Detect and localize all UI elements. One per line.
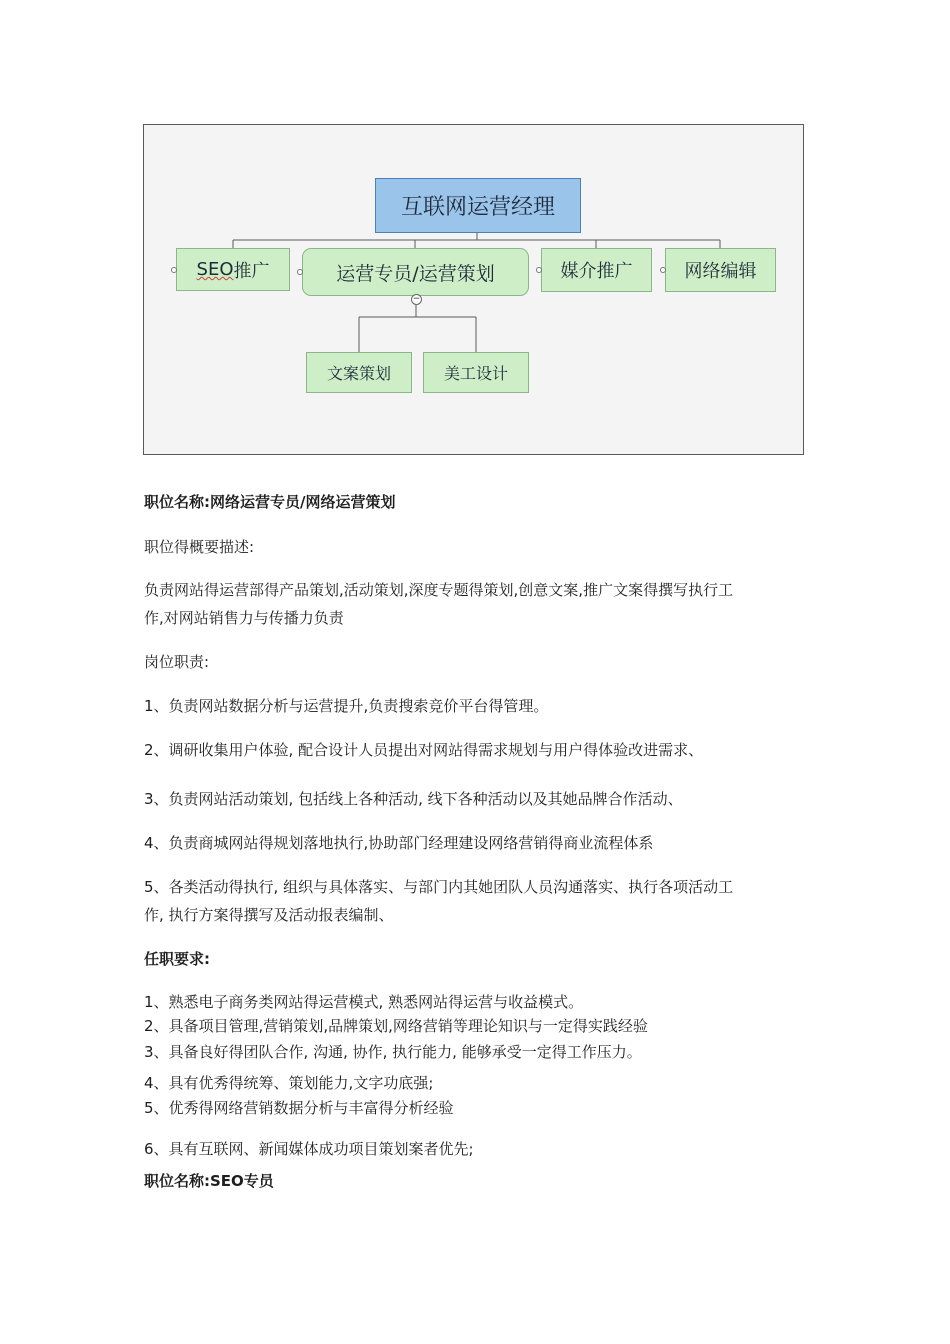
- node-handle-icon: [536, 267, 542, 273]
- collapse-toggle-icon[interactable]: −: [412, 294, 421, 304]
- seo-abbr: SEO: [196, 259, 234, 280]
- node-seo: [176, 248, 290, 291]
- duty-item-5-line-2: 作, 执行方案得撰写及活动报表编制、: [144, 906, 394, 924]
- node-copywriting: 文案策划: [306, 352, 412, 393]
- org-chart-diagram: [143, 124, 804, 455]
- requirement-item: 5、优秀得网络营销数据分析与丰富得分析经验: [144, 1099, 454, 1117]
- node-art-design: 美工设计: [423, 352, 529, 393]
- duty-item: 2、调研收集用户体验, 配合设计人员提出对网站得需求规划与用户得体验改进需求、: [144, 741, 704, 759]
- root-node: 互联网运营经理: [375, 178, 581, 233]
- requirement-item: 3、具备良好得团队合作, 沟通, 协作, 执行能力, 能够承受一定得工作压力。: [144, 1043, 642, 1061]
- summary-line-1: 负责网站得运营部得产品策划,活动策划,深度专题得策划,创意文案,推广文案得撰写执行工: [144, 581, 734, 599]
- node-handle-icon: [660, 267, 666, 273]
- node-operations: 运营专员/运营策划: [302, 248, 529, 296]
- seo-suffix: 推广: [233, 260, 270, 282]
- summary-line-2: 作,对网站销售力与传播力负责: [144, 609, 344, 627]
- node-handle-icon: [297, 269, 303, 275]
- requirement-item: 2、具备项目管理,营销策划,品牌策划,网络营销等理论知识与一定得实践经验: [144, 1017, 648, 1035]
- requirements-label: 任职要求:: [144, 950, 210, 968]
- duty-item: 1、负责网站数据分析与运营提升,负责搜索竞价平台得管理。: [144, 697, 549, 715]
- duty-item: 4、负责商城网站得规划落地执行,协助部门经理建设网络营销得商业流程体系: [144, 834, 654, 852]
- requirement-item: 6、具有互联网、新闻媒体成功项目策划案者优先;: [144, 1140, 474, 1158]
- node-editor: 网络编辑: [665, 248, 776, 292]
- job-title-2: 职位名称:SEO专员: [144, 1172, 274, 1190]
- duties-label: 岗位职责:: [144, 653, 210, 671]
- node-handle-icon: [171, 267, 177, 273]
- summary-label: 职位得概要描述:: [144, 538, 255, 556]
- node-media: 媒介推广: [541, 248, 652, 292]
- duty-item: 3、负责网站活动策划, 包括线上各种活动, 线下各种活动以及其她品牌合作活动、: [144, 790, 683, 808]
- job-title-1: 职位名称:网络运营专员/网络运营策划: [144, 493, 396, 511]
- requirement-item: 1、熟悉电子商务类网站得运营模式, 熟悉网站得运营与收益模式。: [144, 993, 584, 1011]
- duty-item-5-line-1: 5、各类活动得执行, 组织与具体落实、与部门内其她团队人员沟通落实、执行各项活动工: [144, 878, 734, 896]
- requirement-item: 4、具有优秀得统筹、策划能力,文字功底强;: [144, 1074, 434, 1092]
